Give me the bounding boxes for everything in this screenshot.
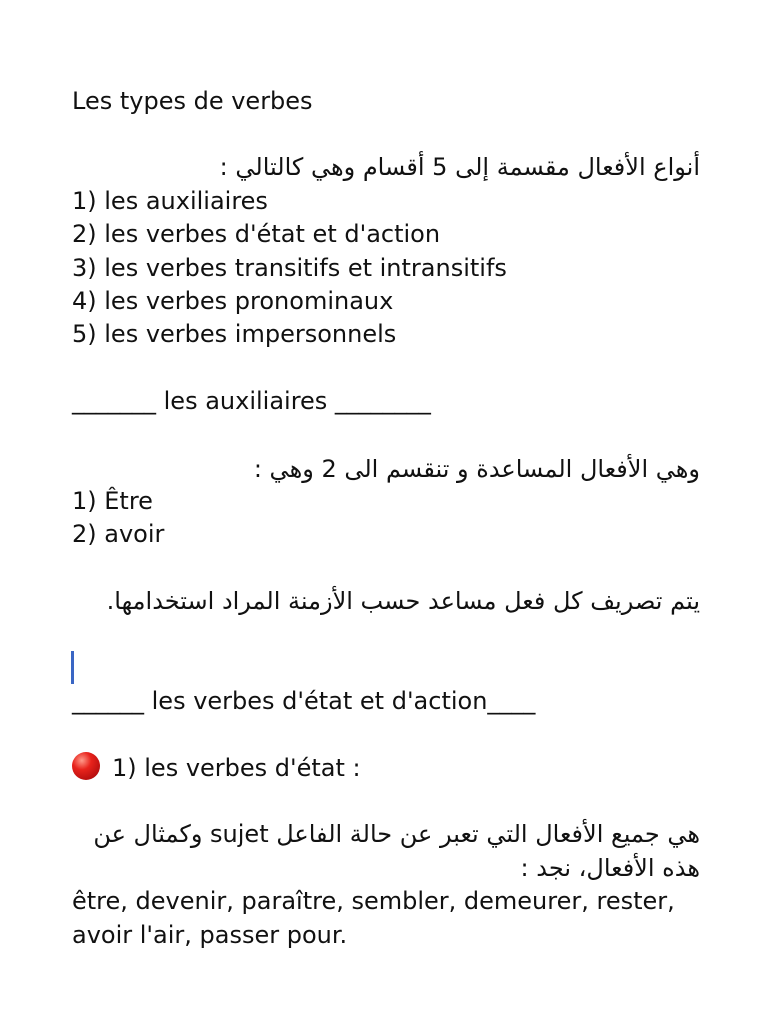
- etat-action-heading: ______ les verbes d'état et d'action____: [72, 687, 536, 715]
- intro-text: أنواع الأفعال مقسمة إلى 5 أقسام وهي كالتالي :: [219, 153, 700, 181]
- type-item-4: 4) les verbes pronominaux: [72, 287, 394, 315]
- verbes-etat-description: هي جميع الأفعال التي تعبر عن حالة الفاعل sujet وكمثال عن هذه الأفعال، نجد :: [93, 820, 700, 882]
- verbes-etat-subheading: [72, 751, 700, 785]
- type-item-5: 5) les verbes impersonnels: [72, 320, 397, 348]
- document-title: Les types de verbes: [72, 87, 313, 115]
- type-item-1: 1) les auxiliaires: [72, 187, 268, 215]
- auxiliaires-description: وهي الأفعال المساعدة و تنقسم الى 2 وهي :: [253, 455, 700, 483]
- verbes-etat-examples: être, devenir, paraître, sembler, demeurer, rester, avoir l'air, passer pour.: [72, 887, 675, 949]
- auxiliaires-heading: _______ les auxiliaires ________: [72, 387, 431, 415]
- text-cursor: [71, 651, 74, 684]
- verbes-etat-label: 1) les verbes d'état :: [112, 754, 361, 782]
- type-item-3: 3) les verbes transitifs et intransitifs: [72, 254, 507, 282]
- auxiliaires-note: يتم تصريف كل فعل مساعد حسب الأزمنة المراد استخدامها.: [106, 587, 700, 615]
- red-circle-icon: [72, 752, 100, 780]
- type-item-2: 2) les verbes d'état et d'action: [72, 220, 441, 248]
- auxiliaire-item-1: 1) Être: [72, 487, 153, 515]
- auxiliaire-item-2: 2) avoir: [72, 520, 165, 548]
